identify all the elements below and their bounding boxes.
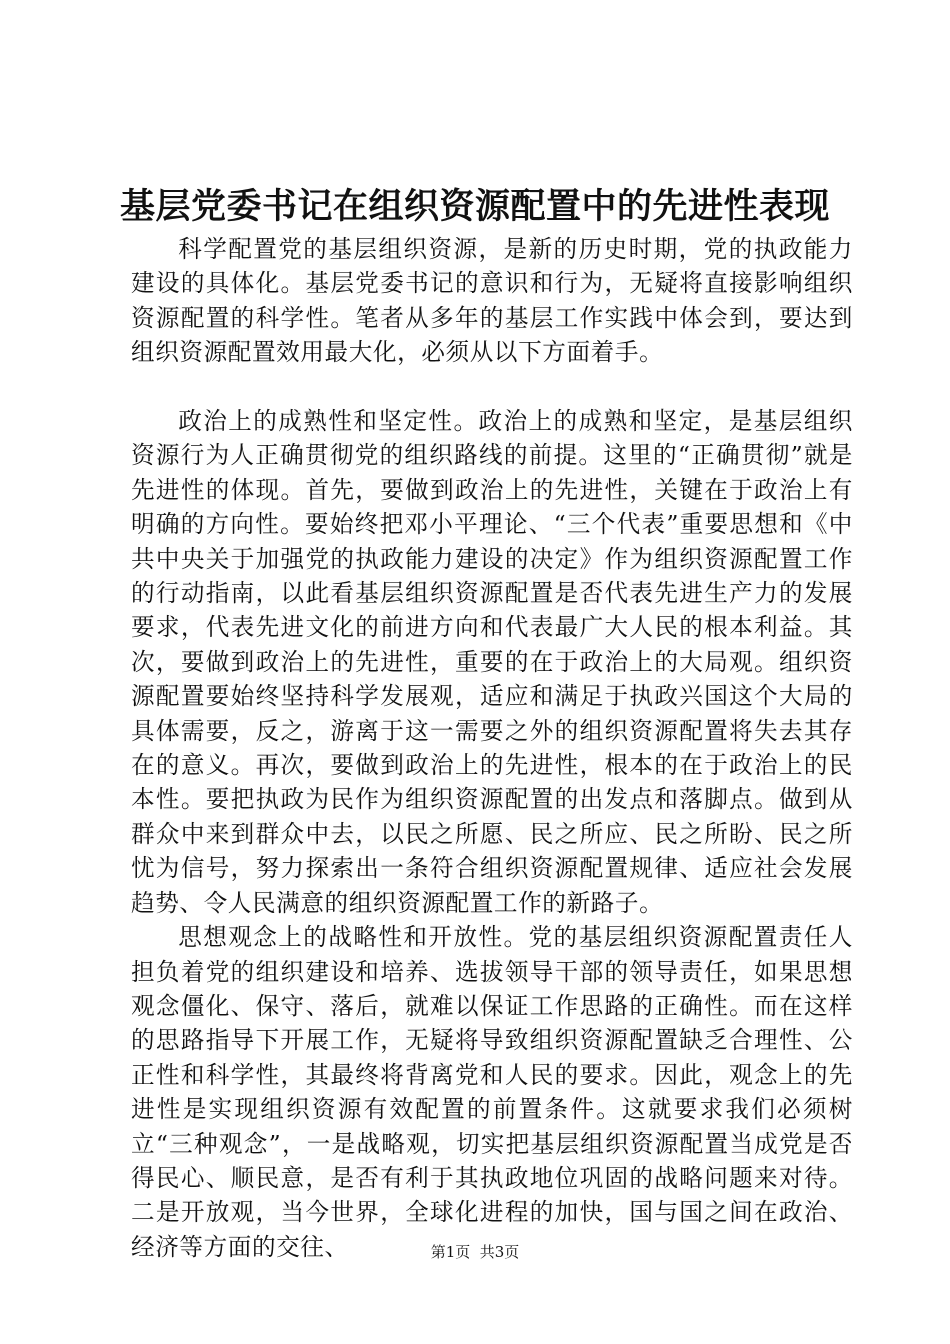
paragraph-ideology: 思想观念上的战略性和开放性。党的基层组织资源配置责任人担负着党的组织建设和培养、选拔领导干部的领导责任，如果思想观念僵化、保守、落后，就难以保证工作思路的正确性。而在这样的思路指导下开展工作，无疑将导致组织资源配置缺乏合理性、公正性和科学性，其最终将背离党和人民的要求。因此，观念上的先进性是实现组织资源有效配置的前置条件。这就要求我们必须树立“三种观念”，一是战略观，切实把基层组织资源配置当成党是否得民心、顺民意，是否有利于其执政地位巩固的战略问题来对待。二是开放观，当今世界，全球化进程的加快，国与国之间在政治、经济等方面的交往、 — [131, 923, 853, 1261]
page-number-footer: 第1页 共3页 — [430, 1243, 520, 1261]
document-title: 基层党委书记在组织资源配置中的先进性表现 — [119, 187, 830, 227]
paragraph-intro: 科学配置党的基层组织资源，是新的历史时期，党的执政能力建设的具体化。基层党委书记的意识和行为，无疑将直接影响组织资源配置的科学性。笔者从多年的基层工作实践中体会到，要达到组织资源配置效用最大化，必须从以下方面着手。 — [131, 235, 853, 367]
document-body — [131, 232, 853, 1264]
paragraph-political: 政治上的成熟性和坚定性。政治上的成熟和坚定，是基层组织资源行为人正确贯彻党的组织路线的前提。这里的“正确贯彻”就是先进性的体现。首先，要做到政治上的先进性，关键在于政治上有明确的方向性。要始终把邓小平理论、“三个代表”重要思想和《中共中央关于加强党的执政能力建设的决定》作为组织资源配置工作的行动指南，以此看基层组织资源配置是否代表先进生产力的发展要求，代表先进文化的前进方向和代表最广大人民的根本利益。其次，要做到政治上的先进性，重要的在于政治上的大局观。组织资源配置要始终坚持科学发展观，适应和满足于执政兴国这个大局的具体需要，反之，游离于这一需要之外的组织资源配置将失去其存在的意义。再次，要做到政治上的先进性，根本的在于政治上的民本性。要把执政为民作为组织资源配置的出发点和落脚点。做到从群众中来到群众中去，以民之所愿、民之所应、民之所盼、民之所忧为信号，努力探索出一条符合组织资源配置规律、适应社会发展趋势、令人民满意的组织资源配置工作的新路子。 — [131, 407, 853, 917]
